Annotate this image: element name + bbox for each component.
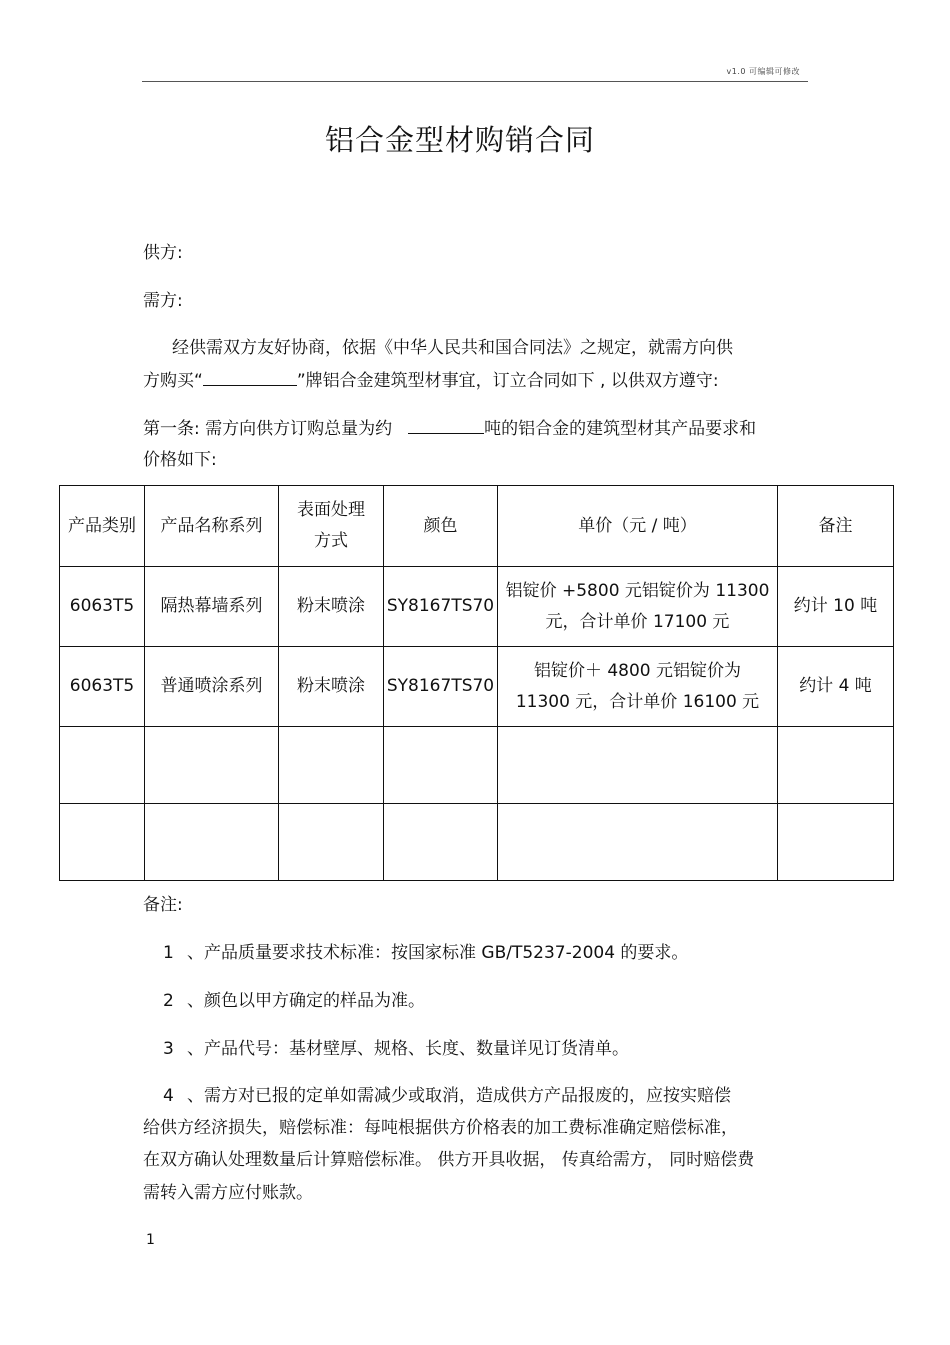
cell-surface: 粉末喷涂 xyxy=(279,647,384,727)
note-number: 2 xyxy=(163,991,174,1011)
note-number: 4 xyxy=(163,1086,174,1106)
note-item-1 xyxy=(163,938,688,963)
article1-start: 第一条: 需方向供方订购总量为约 xyxy=(143,419,393,439)
cell-remark: 约计 4 吨 xyxy=(778,647,894,727)
notes-label: 备注: xyxy=(143,895,183,915)
note-text: 、颜色以甲方确定的样品为准。 xyxy=(187,991,425,1011)
cell-category: 6063T5 xyxy=(60,567,145,647)
cell-price xyxy=(498,567,778,647)
note-text: 、产品质量要求技术标准：按国家标准 GB/T5237-2004 的要求。 xyxy=(187,943,689,963)
article1-line-1 xyxy=(143,414,756,439)
price-line-2: 11300 元，合计单价 16100 元 xyxy=(515,691,760,712)
brand-blank xyxy=(203,368,297,386)
intro-line-2-start: 方购买“ xyxy=(143,371,203,391)
note-number: 1 xyxy=(163,943,174,963)
note-item-4-cont: 给供方经济损失，赔偿标准：每吨根据供方价格表的加工费标准确定赔偿标准， xyxy=(143,1118,738,1138)
price-line-1: 铝锭价 +5800 元铝锭价为 11300 xyxy=(505,580,770,601)
note-number: 3 xyxy=(163,1039,174,1059)
cell-category: 6063T5 xyxy=(60,647,145,727)
empty-cell xyxy=(778,804,894,881)
buyer-label: 需方: xyxy=(143,291,183,311)
document-title: 铝合金型材购销合同 xyxy=(324,123,595,157)
supplier-label: 供方: xyxy=(143,243,183,263)
header-series: 产品名称系列 xyxy=(145,486,279,567)
header-surface: 表面处理方式 xyxy=(279,486,384,567)
note-text: 、需方对已报的定单如需减少或取消，造成供方产品报废的，应按实赔偿 xyxy=(187,1086,731,1106)
empty-cell xyxy=(60,804,145,881)
page-number: 1 xyxy=(146,1232,155,1248)
article1-line-2: 价格如下: xyxy=(143,450,217,470)
note-item-4 xyxy=(163,1081,731,1106)
cell-price xyxy=(498,647,778,727)
empty-cell xyxy=(145,804,279,881)
price-line-1: 铝锭价＋ 4800 元铝锭价为 xyxy=(533,660,742,681)
price-line-2: 元，合计单价 17100 元 xyxy=(545,611,730,632)
header-price: 单价（元 / 吨） xyxy=(498,486,778,567)
empty-cell xyxy=(279,727,384,804)
note-item-3 xyxy=(163,1034,629,1059)
note-text: 、产品代号：基材壁厚、规格、长度、数量详见订货清单。 xyxy=(187,1039,629,1059)
empty-cell xyxy=(384,804,498,881)
intro-line-2-end: ”牌铝合金建筑型材事宜，订立合同如下 , 以供双方遵守: xyxy=(296,371,719,391)
table-row-empty xyxy=(60,804,894,881)
cell-remark: 约计 10 吨 xyxy=(778,567,894,647)
note-item-4-cont: 需转入需方应付账款。 xyxy=(143,1183,313,1203)
intro-line-1: 经供需双方友好协商，依据《中华人民共和国合同法》之规定，就需方向供 xyxy=(172,338,733,358)
empty-cell xyxy=(60,727,145,804)
table-header-row xyxy=(60,486,894,567)
product-table xyxy=(59,485,894,881)
header-color: 颜色 xyxy=(384,486,498,567)
table-row-empty xyxy=(60,727,894,804)
cell-surface: 粉末喷涂 xyxy=(279,567,384,647)
empty-cell xyxy=(498,804,778,881)
cell-series: 普通喷涂系列 xyxy=(145,647,279,727)
cell-color: SY8167TS70 xyxy=(384,647,498,727)
quantity-blank xyxy=(408,416,484,434)
table-row xyxy=(60,647,894,727)
empty-cell xyxy=(279,804,384,881)
header-rule xyxy=(142,81,808,82)
header-remark: 备注 xyxy=(778,486,894,567)
table-row xyxy=(60,567,894,647)
note-item-2 xyxy=(163,986,425,1011)
cell-series: 隔热幕墙系列 xyxy=(145,567,279,647)
empty-cell xyxy=(145,727,279,804)
note-item-4-cont: 在双方确认处理数量后计算赔偿标准。 供方开具收据， 传真给需方， 同时赔偿费 xyxy=(143,1150,755,1170)
cell-color: SY8167TS70 xyxy=(384,567,498,647)
empty-cell xyxy=(498,727,778,804)
empty-cell xyxy=(384,727,498,804)
header-category: 产品类别 xyxy=(60,486,145,567)
empty-cell xyxy=(778,727,894,804)
version-note: v1.0 可编辑可修改 xyxy=(726,67,800,76)
intro-line-2 xyxy=(143,366,719,391)
article1-end: 吨的铝合金的建筑型材其产品要求和 xyxy=(484,419,757,439)
